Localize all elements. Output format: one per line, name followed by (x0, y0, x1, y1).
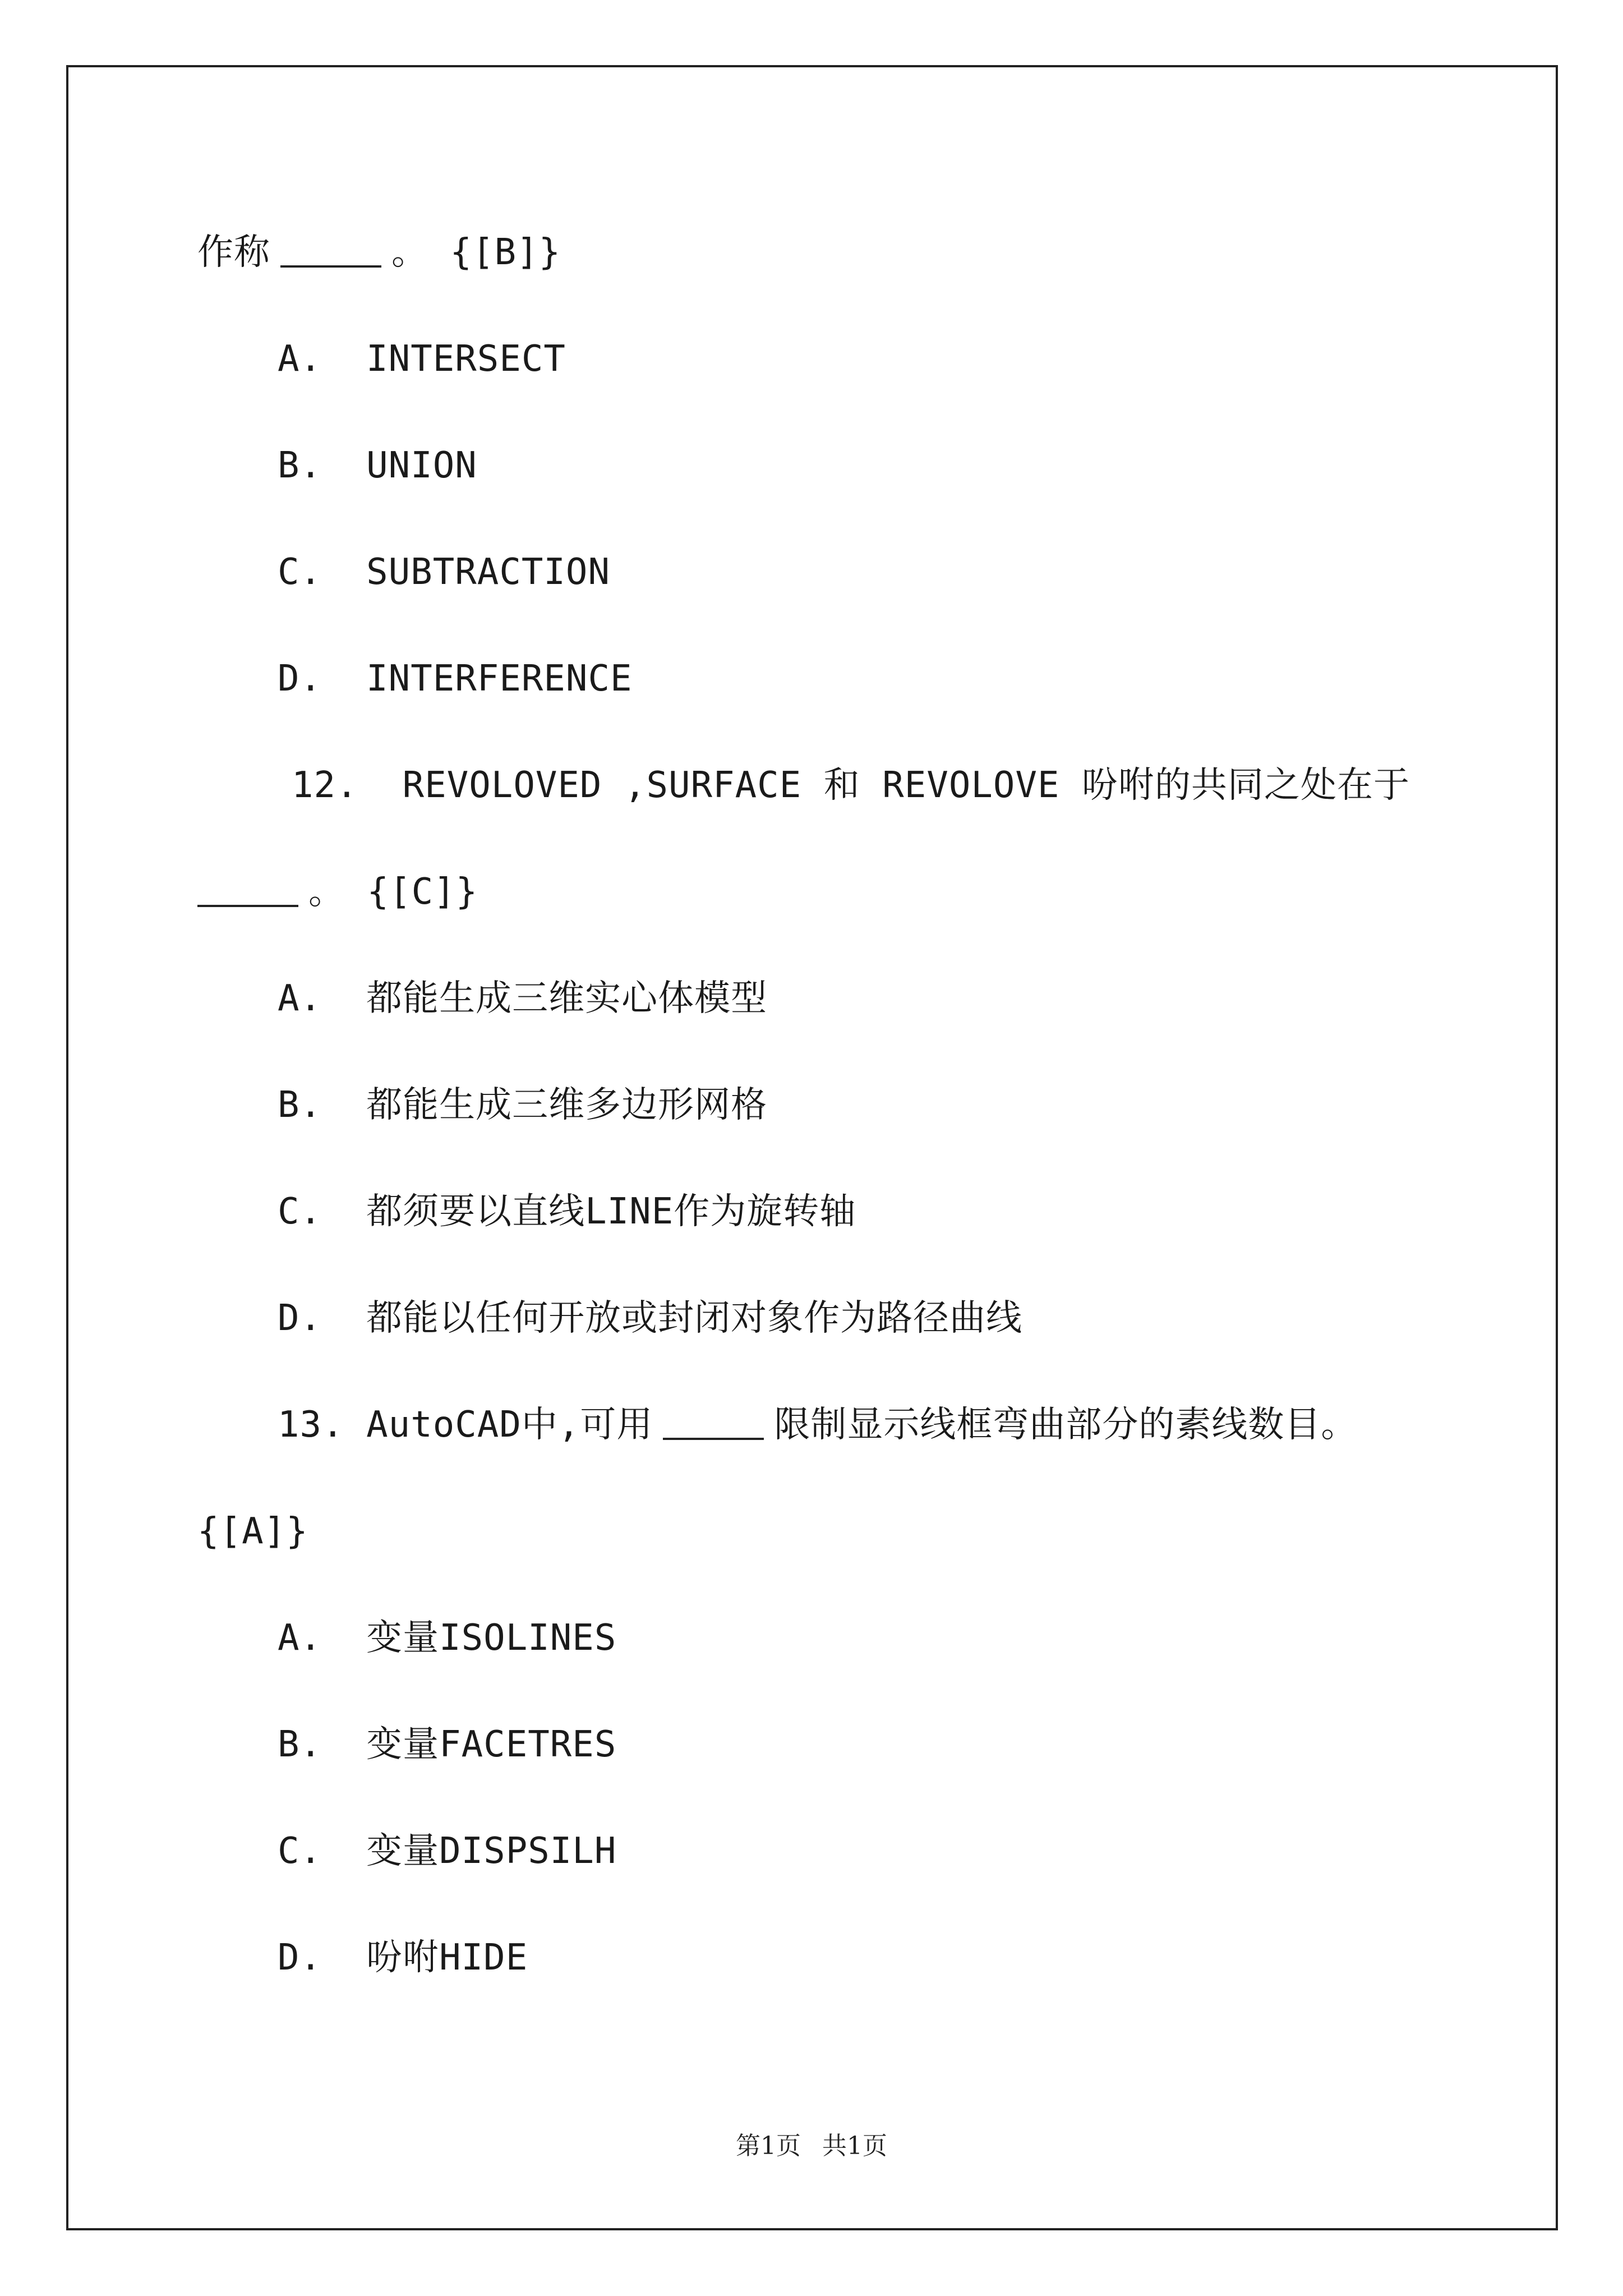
q11-option-c (278, 550, 610, 595)
q13-option-a (278, 1616, 616, 1660)
question-13-answer: {[A]} (197, 1511, 308, 1552)
q12-option-d (278, 1296, 1022, 1341)
option-letter: C. (278, 1191, 322, 1232)
stem-text: 13. AutoCAD中,可用 (278, 1404, 653, 1446)
q12-option-b (278, 1083, 767, 1128)
option-text: UNION (366, 445, 477, 486)
option-letter: A. (278, 1617, 322, 1659)
answer-key: 。 {[B]} (391, 232, 561, 273)
question-11-stem-tail (197, 230, 561, 275)
page-footer (0, 2131, 1623, 2162)
option-letter: D. (278, 1937, 322, 1978)
question-13-stem (278, 1402, 1357, 1447)
option-text: 都能生成三维实心体模型 (366, 978, 768, 1019)
q11-option-a (278, 337, 566, 381)
page-number-current: 第1页 (736, 2132, 801, 2160)
option-letter: C. (278, 551, 322, 593)
option-text: 变量DISPSILH (366, 1830, 617, 1872)
option-letter: C. (278, 1830, 322, 1872)
q12-option-c (278, 1189, 856, 1234)
option-text: 吩咐HIDE (366, 1937, 528, 1978)
option-letter: A. (278, 338, 322, 380)
answer-key: 。 {[C]} (308, 871, 478, 913)
option-letter: B. (278, 1724, 322, 1765)
q13-option-c (278, 1829, 616, 1874)
option-letter: D. (278, 1297, 322, 1339)
page-border (66, 65, 1558, 2230)
q13-option-b (278, 1722, 616, 1767)
option-letter: A. (278, 978, 322, 1019)
option-text: INTERSECT (366, 338, 566, 380)
option-letter: B. (278, 445, 322, 486)
question-12-stem-cont (197, 869, 478, 914)
option-text: INTERFERENCE (366, 658, 633, 700)
option-text: 变量FACETRES (366, 1724, 617, 1765)
option-text: 都能生成三维多边形网格 (366, 1084, 768, 1126)
option-letter: B. (278, 1084, 322, 1126)
q11-option-b (278, 443, 477, 488)
stem-text: 作称 (197, 232, 270, 273)
answer-blank (280, 234, 381, 268)
option-text: 都须要以直线LINE作为旋转轴 (366, 1191, 856, 1232)
q13-option-d (278, 1935, 528, 1980)
option-text: 都能以任何开放或封闭对象作为路径曲线 (366, 1297, 1023, 1339)
q11-option-d (278, 656, 633, 701)
answer-blank (663, 1406, 764, 1440)
stem-text: 限制显示线框弯曲部分的素线数目。 (774, 1404, 1358, 1446)
option-text: 变量ISOLINES (366, 1617, 617, 1659)
question-12-stem: 12. REVOLOVED ,SURFACE 和 REVOLOVE 吩咐的共同之处在于 (292, 765, 1410, 806)
answer-blank (197, 873, 298, 907)
q12-option-a (278, 976, 767, 1021)
option-letter: D. (278, 658, 322, 700)
option-text: SUBTRACTION (366, 551, 610, 593)
page-number-total: 共1页 (822, 2132, 887, 2160)
